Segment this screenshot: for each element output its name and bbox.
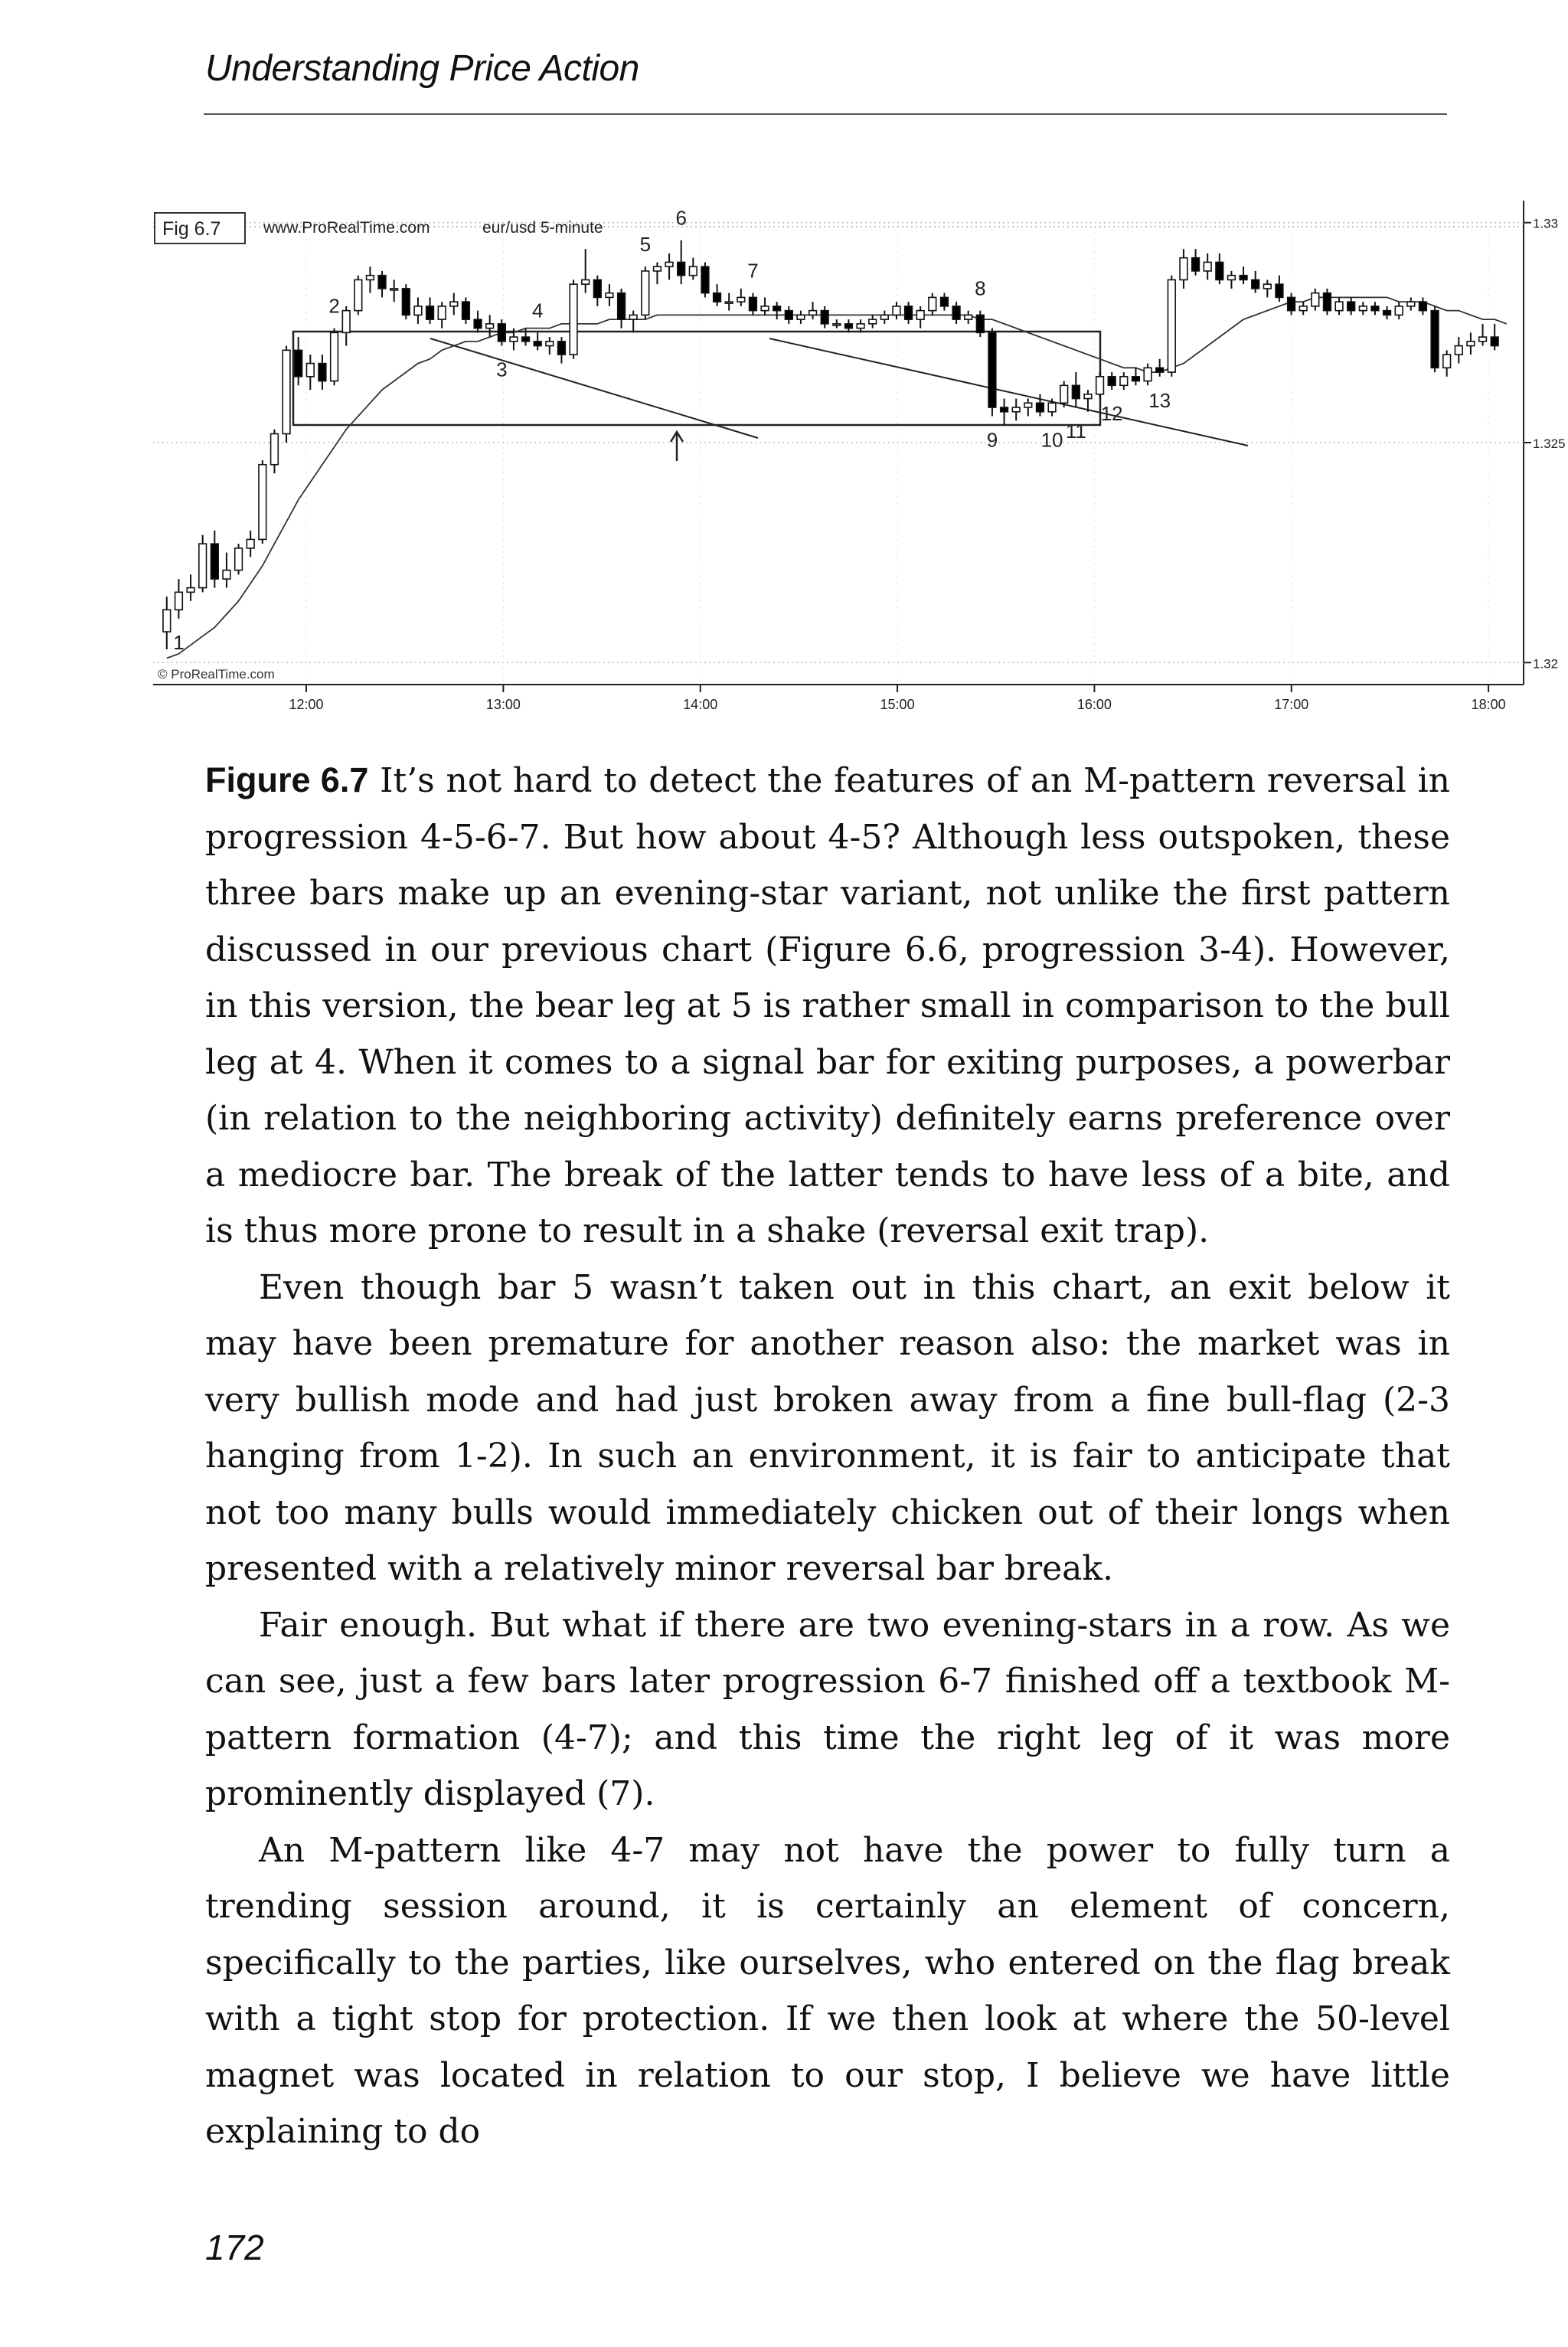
candle-body-up xyxy=(438,306,446,319)
candle-body-up xyxy=(797,315,805,319)
candle xyxy=(785,306,792,324)
candle xyxy=(450,293,458,315)
candle-body-down xyxy=(821,311,828,324)
arrow-up-icon xyxy=(671,432,683,461)
candle xyxy=(976,311,984,337)
x-tick-label: 14:00 xyxy=(683,697,718,712)
y-tick-label: 1.325 xyxy=(1533,436,1566,451)
candle xyxy=(426,297,434,323)
candle-body-down xyxy=(378,276,386,289)
caption-paragraph-4: An M-pattern like 4-7 may not have the power to fully turn a trending session around, it is certainly an element of concern, specifically to the parties, like ourselves, who entered on the flag break with a tight stop for protection. If we then look at where the 50-level magnet was located in relation to our stop, I believe we have little explaining to do xyxy=(205,1830,1450,2151)
candle xyxy=(654,262,662,284)
candle-body-up xyxy=(1299,306,1307,311)
candle xyxy=(618,289,626,329)
header-rule xyxy=(204,113,1447,115)
candle xyxy=(175,579,183,619)
candle xyxy=(306,355,314,390)
candle-body-down xyxy=(1252,279,1259,288)
candle xyxy=(1252,271,1259,293)
candle xyxy=(199,535,207,593)
caption-paragraph-2: Even though bar 5 wasn’t taken out in this chart, an exit below it may have been premature for another reason also: the market was in very bullish mode and had just broken away from a fine bull-flag (2-3 hanging from 1-2). In such an environment, it is fair to anticipate that not too many bulls would immediately chicken out of their longs when presented with a relatively minor reversal bar break. xyxy=(205,1267,1450,1588)
source-url: www.ProRealTime.com xyxy=(263,219,430,237)
candle xyxy=(247,531,254,557)
candle xyxy=(223,553,230,588)
figure-label: Figure 6.7 xyxy=(205,760,369,799)
candle xyxy=(342,306,350,346)
candle xyxy=(259,460,266,544)
candle xyxy=(1431,306,1439,372)
candle-body-up xyxy=(833,324,841,325)
candle-body-up xyxy=(629,315,637,319)
candle xyxy=(833,319,841,328)
candle-body-down xyxy=(1288,297,1295,310)
candle xyxy=(916,306,924,329)
candle-body-down xyxy=(1240,276,1247,280)
candle-body-up xyxy=(247,539,254,548)
x-tick-label: 13:00 xyxy=(485,697,521,712)
candle xyxy=(414,297,422,323)
trendlines xyxy=(430,338,1248,446)
candle xyxy=(1455,337,1462,363)
candle-body-up xyxy=(654,266,662,271)
candle xyxy=(678,240,685,284)
candle xyxy=(1108,372,1116,390)
candle-body-down xyxy=(1192,258,1200,271)
candle-body-up xyxy=(642,271,649,315)
candle-body-down xyxy=(1371,306,1379,311)
candle-body-up xyxy=(342,311,350,333)
candle xyxy=(629,311,637,333)
annotation-label: 11 xyxy=(1065,420,1086,443)
candle-body-down xyxy=(785,311,792,319)
candle xyxy=(570,279,577,358)
candle-body-up xyxy=(331,332,338,381)
candle-body-up xyxy=(1407,302,1415,306)
candle-body-up xyxy=(1455,346,1462,355)
bar-annotations xyxy=(173,207,1171,654)
candle-body-down xyxy=(1431,311,1439,368)
candle-body-up xyxy=(546,342,554,346)
candle xyxy=(438,302,446,328)
candle xyxy=(893,302,900,319)
candle-body-up xyxy=(1144,368,1152,381)
candle-body-up xyxy=(1120,377,1128,385)
candle-body-down xyxy=(618,293,626,319)
candle-body-up xyxy=(606,293,613,298)
candle xyxy=(821,306,828,329)
y-axis-ticks xyxy=(1524,217,1566,672)
annotation-label: 3 xyxy=(496,358,508,381)
candle-body-down xyxy=(402,289,410,315)
candle-body-down xyxy=(1348,302,1355,310)
candle-body-down xyxy=(750,297,757,310)
candle-body-down xyxy=(1216,262,1223,279)
candle xyxy=(1120,372,1128,390)
candle-body-down xyxy=(952,306,960,319)
candle xyxy=(402,284,410,319)
candle-body-up xyxy=(880,315,888,319)
candle-body-up xyxy=(725,302,733,303)
candle-body-up xyxy=(450,302,458,306)
candle xyxy=(905,302,913,324)
candle-body-up xyxy=(259,465,266,540)
candle-body-up xyxy=(486,324,494,329)
annotation-label: 6 xyxy=(675,206,687,230)
candle-body-down xyxy=(211,544,218,579)
ma-line xyxy=(167,294,1507,658)
candle xyxy=(534,332,541,350)
candle xyxy=(462,297,470,323)
candle xyxy=(1419,297,1427,315)
candle xyxy=(1060,381,1068,407)
candle xyxy=(880,311,888,324)
annotation-label: 13 xyxy=(1148,388,1171,412)
moving-average xyxy=(167,294,1507,658)
candle xyxy=(606,284,613,306)
candle xyxy=(1348,297,1355,315)
candle xyxy=(498,319,505,345)
fig-tag-box xyxy=(155,213,245,244)
candle-body-up xyxy=(582,279,590,284)
x-tick-label: 16:00 xyxy=(1076,697,1112,712)
candle xyxy=(354,276,362,315)
x-tick-label: 17:00 xyxy=(1274,697,1309,712)
candle xyxy=(163,597,171,649)
candle-body-up xyxy=(916,311,924,319)
candle-body-down xyxy=(534,342,541,346)
candle-body-up xyxy=(737,297,745,302)
candle xyxy=(235,544,243,574)
candle xyxy=(1491,324,1498,350)
candle xyxy=(558,337,566,363)
candle-body-down xyxy=(701,266,709,293)
candle xyxy=(1288,293,1295,315)
candle xyxy=(1001,399,1008,425)
annotation-label: 1 xyxy=(173,630,185,654)
annotation-label: 8 xyxy=(975,276,986,300)
candle-body-up xyxy=(869,319,877,324)
instrument-label: eur/usd 5-minute xyxy=(482,219,603,237)
candle xyxy=(1024,399,1032,417)
candle xyxy=(593,276,601,306)
candle xyxy=(952,302,960,324)
candle xyxy=(271,430,279,473)
candle-body-down xyxy=(714,293,721,302)
annotation-label: 9 xyxy=(986,428,998,452)
candle-body-up xyxy=(1467,342,1475,346)
candle-body-up xyxy=(163,610,171,632)
candle-body-up xyxy=(1048,403,1056,411)
caption-paragraph-1 xyxy=(205,752,1450,1260)
candle xyxy=(1180,249,1187,289)
candle-body-up xyxy=(761,306,769,311)
fig-tag: Fig 6.7 xyxy=(162,218,221,240)
annotation-label: 4 xyxy=(531,299,544,322)
candle-body-up xyxy=(893,306,900,315)
candle xyxy=(283,346,290,443)
candle xyxy=(582,249,590,293)
candle-body-up xyxy=(271,434,279,465)
candle xyxy=(1276,276,1283,302)
candle xyxy=(1324,289,1331,315)
candle-body-down xyxy=(474,319,482,328)
candle xyxy=(1443,350,1451,376)
candle xyxy=(941,293,949,311)
candle xyxy=(1096,372,1104,398)
candle xyxy=(761,297,769,315)
candle-body-down xyxy=(1037,403,1044,411)
candle-body-up xyxy=(1228,276,1236,280)
candle-body-down xyxy=(593,279,601,297)
candle xyxy=(1383,306,1391,319)
trendline-7-13 xyxy=(769,338,1248,446)
candle xyxy=(367,266,374,293)
candle xyxy=(642,266,649,319)
candle-body-up xyxy=(1024,403,1032,407)
candle xyxy=(725,293,733,311)
candle-body-up xyxy=(1168,279,1175,372)
candle xyxy=(1132,368,1140,385)
candle-body-up xyxy=(354,279,362,310)
candle-body-up xyxy=(283,350,290,433)
candle-body-up xyxy=(1312,293,1319,306)
candle xyxy=(378,271,386,297)
candle-body-down xyxy=(318,364,326,381)
candle-body-up xyxy=(367,276,374,280)
candle xyxy=(1168,276,1175,377)
page-number: 172 xyxy=(205,2228,264,2267)
candle-body-down xyxy=(1383,311,1391,315)
price-chart xyxy=(153,201,1568,737)
candle-body-down xyxy=(426,306,434,319)
candle-body-down xyxy=(1072,385,1080,398)
candle-body-down xyxy=(988,332,996,407)
candle-body-up xyxy=(1359,306,1367,311)
candle xyxy=(1371,302,1379,315)
annotation-label: 5 xyxy=(639,233,652,257)
candle-body-up xyxy=(965,315,972,319)
candle-body-up xyxy=(1096,377,1104,394)
candle-body-up xyxy=(857,324,864,329)
candle xyxy=(929,293,936,315)
candle-body-up xyxy=(1084,394,1092,399)
candle xyxy=(750,293,757,315)
candle xyxy=(474,311,482,333)
candle-body-down xyxy=(1132,377,1140,381)
candle xyxy=(1335,297,1343,315)
candle-body-up xyxy=(1204,262,1211,270)
candle-body-up xyxy=(390,289,398,290)
trendline-2-3 xyxy=(430,338,758,438)
candle-body-down xyxy=(941,297,949,306)
candle-body-down xyxy=(498,324,505,342)
candle-body-up xyxy=(199,544,207,587)
candle-body-down xyxy=(773,306,781,311)
candle-body-down xyxy=(845,324,853,329)
caption-text-1: It’s not hard to detect the features of an M-pattern reversal in progression 4-5-6-7. But how about 4-5? Although less outspoken, these three bars make up an evening-star variant, not unlike the first pattern discussed in our previous chart (Figure 6.6, progression 3-4). However, in this version, the bear leg at 5 is rather small in comparison to the bull leg at 4. When it comes to a signal bar for exiting purposes, a powerbar (in relation to the neighboring activity) definitely earns preference over a mediocre bar. The break of the latter tends to have less of a bite, and is thus more prone to result in a shake (reversal exit trap). xyxy=(205,761,1450,1250)
candle xyxy=(1467,332,1475,355)
candle xyxy=(1299,302,1307,315)
candle xyxy=(211,531,218,588)
candle-body-down xyxy=(905,306,913,319)
candle-body-up xyxy=(175,592,183,610)
candle xyxy=(1037,394,1044,417)
candle-body-down xyxy=(1276,284,1283,297)
candle xyxy=(988,329,996,417)
candle xyxy=(701,262,709,297)
candle xyxy=(1204,253,1211,279)
candle xyxy=(1072,372,1080,407)
candle-body-up xyxy=(1180,258,1187,280)
candle xyxy=(1228,271,1236,289)
candle xyxy=(797,311,805,324)
candle xyxy=(689,258,697,280)
consolidation-box xyxy=(293,332,1100,425)
candle xyxy=(295,337,302,385)
candle-body-down xyxy=(1419,302,1427,310)
candle xyxy=(714,284,721,306)
annotation-label: 12 xyxy=(1100,402,1123,426)
annotation-label: 10 xyxy=(1040,428,1063,452)
candle-body-up xyxy=(929,297,936,310)
candle xyxy=(1192,249,1200,275)
candle xyxy=(1359,302,1367,315)
candle-body-up xyxy=(1479,337,1487,342)
x-tick-label: 15:00 xyxy=(880,697,915,712)
candle-body-down xyxy=(976,315,984,332)
candle-body-down xyxy=(1324,293,1331,311)
y-tick-label: 1.32 xyxy=(1533,656,1559,672)
candle-body-up xyxy=(1012,407,1020,412)
candle-body-up xyxy=(665,262,673,266)
candle-body-down xyxy=(295,350,302,376)
candle xyxy=(965,311,972,324)
candle xyxy=(1216,253,1223,284)
candle-body-up xyxy=(187,588,194,593)
candle-body-up xyxy=(1443,355,1451,368)
candle xyxy=(1312,289,1319,311)
candle-body-up xyxy=(1263,284,1271,289)
candle xyxy=(665,253,673,279)
figure-caption xyxy=(205,752,1450,2160)
candle-body-up xyxy=(235,548,243,570)
x-tick-label: 18:00 xyxy=(1471,697,1506,712)
candle xyxy=(318,355,326,390)
candle xyxy=(546,337,554,355)
candle xyxy=(1407,297,1415,310)
candle-body-up xyxy=(1395,306,1403,315)
candle xyxy=(1240,266,1247,284)
candle xyxy=(809,302,817,319)
running-head: Understanding Price Action xyxy=(205,48,639,89)
candle-body-down xyxy=(522,337,530,342)
candle-body-down xyxy=(678,262,685,275)
watermark: © ProRealTime.com xyxy=(158,667,275,682)
candle-body-up xyxy=(414,306,422,315)
candle xyxy=(486,315,494,337)
x-axis-ticks xyxy=(289,685,1505,712)
candle xyxy=(390,279,398,302)
candle-body-down xyxy=(1108,377,1116,385)
candle-body-up xyxy=(1335,302,1343,310)
candle-body-up xyxy=(809,311,817,315)
annotation-label: 7 xyxy=(747,259,759,283)
candle xyxy=(1012,399,1020,421)
annotation-label: 2 xyxy=(328,294,340,318)
candle-body-up xyxy=(689,266,697,275)
candle-body-up xyxy=(510,337,518,342)
candle-body-down xyxy=(462,302,470,319)
candle-body-down xyxy=(1001,407,1008,412)
candle xyxy=(1144,364,1152,386)
candle xyxy=(773,302,781,319)
candle xyxy=(187,574,194,600)
candle xyxy=(1156,359,1164,377)
x-tick-label: 12:00 xyxy=(289,697,324,712)
candle-body-down xyxy=(1156,368,1164,372)
candle xyxy=(331,329,338,386)
caption-paragraph-3: Fair enough. But what if there are two evening-stars in a row. As we can see, just a few bars later progression 6-7 finished off a textbook M-pattern formation (4-7); and this time the right leg of it was more prominently displayed (7). xyxy=(205,1605,1450,1813)
candle-body-down xyxy=(558,342,566,355)
candle xyxy=(1479,324,1487,346)
y-tick-label: 1.33 xyxy=(1533,216,1559,231)
candle-body-up xyxy=(570,284,577,355)
candle-body-down xyxy=(1491,337,1498,345)
candle xyxy=(1263,279,1271,297)
candle-body-up xyxy=(306,364,314,377)
candle xyxy=(869,315,877,328)
candle-body-up xyxy=(223,570,230,579)
candle xyxy=(1395,302,1403,319)
candle xyxy=(737,289,745,306)
candle-body-up xyxy=(1060,385,1068,403)
